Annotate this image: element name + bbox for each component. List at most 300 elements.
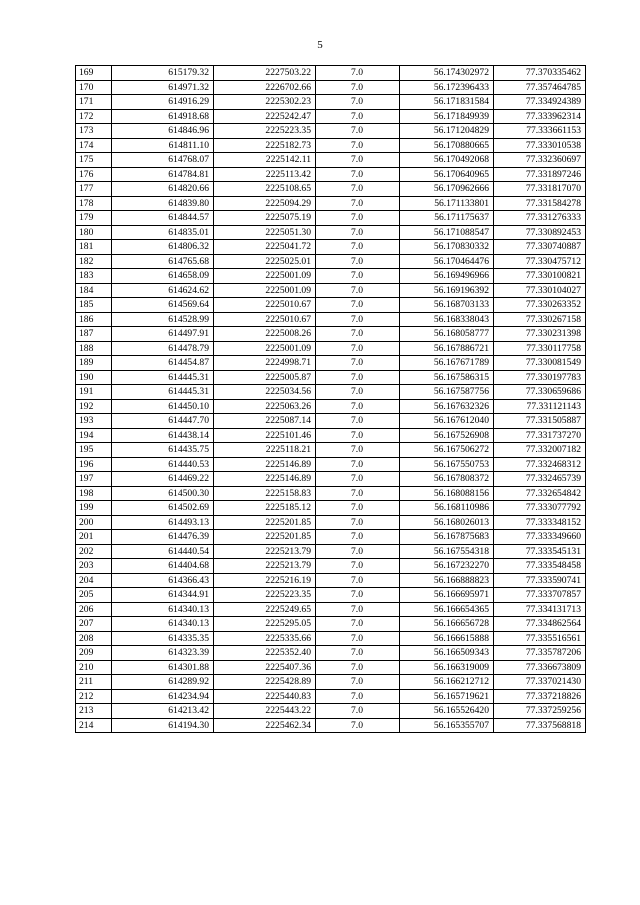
latitude-cell: 56.167612040 — [400, 414, 494, 429]
latitude-cell: 56.168026013 — [400, 515, 494, 530]
latitude-cell: 56.166212712 — [400, 675, 494, 690]
height-cell: 7.0 — [316, 718, 400, 733]
height-cell: 7.0 — [316, 559, 400, 574]
point-number-cell: 182 — [76, 254, 112, 269]
table-row — [76, 211, 586, 226]
x-coordinate-cell: 614839.80 — [112, 196, 214, 211]
x-coordinate-cell: 614502.69 — [112, 501, 214, 516]
height-cell: 7.0 — [316, 486, 400, 501]
point-number-cell: 196 — [76, 457, 112, 472]
table-row — [76, 283, 586, 298]
y-coordinate-cell: 2225428.89 — [214, 675, 316, 690]
point-number-cell: 205 — [76, 588, 112, 603]
point-number-cell: 190 — [76, 370, 112, 385]
point-number-cell: 210 — [76, 660, 112, 675]
coordinates-table — [75, 65, 586, 733]
y-coordinate-cell: 2225087.14 — [214, 414, 316, 429]
x-coordinate-cell: 614497.91 — [112, 327, 214, 342]
point-number-cell: 206 — [76, 602, 112, 617]
latitude-cell: 56.167886721 — [400, 341, 494, 356]
x-coordinate-cell: 614340.13 — [112, 617, 214, 632]
table-row — [76, 399, 586, 414]
y-coordinate-cell: 2225142.11 — [214, 153, 316, 168]
x-coordinate-cell: 614340.13 — [112, 602, 214, 617]
longitude-cell: 77.333661153 — [494, 124, 586, 139]
longitude-cell: 77.332007182 — [494, 443, 586, 458]
height-cell: 7.0 — [316, 269, 400, 284]
point-number-cell: 186 — [76, 312, 112, 327]
y-coordinate-cell: 2225201.85 — [214, 530, 316, 545]
longitude-cell: 77.330475712 — [494, 254, 586, 269]
height-cell: 7.0 — [316, 544, 400, 559]
height-cell: 7.0 — [316, 689, 400, 704]
height-cell: 7.0 — [316, 66, 400, 81]
x-coordinate-cell: 615179.32 — [112, 66, 214, 81]
y-coordinate-cell: 2227503.22 — [214, 66, 316, 81]
point-number-cell: 204 — [76, 573, 112, 588]
latitude-cell: 56.167232270 — [400, 559, 494, 574]
longitude-cell: 77.333548458 — [494, 559, 586, 574]
latitude-cell: 56.174302972 — [400, 66, 494, 81]
point-number-cell: 183 — [76, 269, 112, 284]
y-coordinate-cell: 2225185.12 — [214, 501, 316, 516]
height-cell: 7.0 — [316, 109, 400, 124]
y-coordinate-cell: 2225001.09 — [214, 269, 316, 284]
latitude-cell: 56.167671789 — [400, 356, 494, 371]
height-cell: 7.0 — [316, 196, 400, 211]
point-number-cell: 214 — [76, 718, 112, 733]
y-coordinate-cell: 2225462.34 — [214, 718, 316, 733]
longitude-cell: 77.333707857 — [494, 588, 586, 603]
point-number-cell: 211 — [76, 675, 112, 690]
table-row — [76, 428, 586, 443]
point-number-cell: 175 — [76, 153, 112, 168]
table-row — [76, 457, 586, 472]
x-coordinate-cell: 614835.01 — [112, 225, 214, 240]
longitude-cell: 77.332360697 — [494, 153, 586, 168]
height-cell: 7.0 — [316, 240, 400, 255]
point-number-cell: 171 — [76, 95, 112, 110]
y-coordinate-cell: 2225302.23 — [214, 95, 316, 110]
y-coordinate-cell: 2225001.09 — [214, 283, 316, 298]
x-coordinate-cell: 614323.39 — [112, 646, 214, 661]
longitude-cell: 77.337021430 — [494, 675, 586, 690]
y-coordinate-cell: 2225118.21 — [214, 443, 316, 458]
point-number-cell: 177 — [76, 182, 112, 197]
x-coordinate-cell: 614658.09 — [112, 269, 214, 284]
table-row — [76, 559, 586, 574]
latitude-cell: 56.165719621 — [400, 689, 494, 704]
longitude-cell: 77.337259256 — [494, 704, 586, 719]
latitude-cell: 56.168703133 — [400, 298, 494, 313]
y-coordinate-cell: 2225352.40 — [214, 646, 316, 661]
point-number-cell: 178 — [76, 196, 112, 211]
longitude-cell: 77.330263352 — [494, 298, 586, 313]
table-row — [76, 660, 586, 675]
longitude-cell: 77.331817070 — [494, 182, 586, 197]
x-coordinate-cell: 614971.32 — [112, 80, 214, 95]
height-cell: 7.0 — [316, 370, 400, 385]
latitude-cell: 56.168110986 — [400, 501, 494, 516]
point-number-cell: 193 — [76, 414, 112, 429]
x-coordinate-cell: 614784.81 — [112, 167, 214, 182]
x-coordinate-cell: 614194.30 — [112, 718, 214, 733]
latitude-cell: 56.168088156 — [400, 486, 494, 501]
y-coordinate-cell: 2225182.73 — [214, 138, 316, 153]
height-cell: 7.0 — [316, 356, 400, 371]
longitude-cell: 77.332468312 — [494, 457, 586, 472]
x-coordinate-cell: 614289.92 — [112, 675, 214, 690]
table-row — [76, 80, 586, 95]
x-coordinate-cell: 614445.31 — [112, 370, 214, 385]
table-row — [76, 298, 586, 313]
x-coordinate-cell: 614476.39 — [112, 530, 214, 545]
x-coordinate-cell: 614447.70 — [112, 414, 214, 429]
height-cell: 7.0 — [316, 457, 400, 472]
height-cell: 7.0 — [316, 428, 400, 443]
longitude-cell: 77.333962314 — [494, 109, 586, 124]
table-row — [76, 196, 586, 211]
latitude-cell: 56.170492068 — [400, 153, 494, 168]
table-row — [76, 573, 586, 588]
longitude-cell: 77.337218826 — [494, 689, 586, 704]
latitude-cell: 56.167587756 — [400, 385, 494, 400]
point-number-cell: 199 — [76, 501, 112, 516]
point-number-cell: 180 — [76, 225, 112, 240]
x-coordinate-cell: 614768.07 — [112, 153, 214, 168]
x-coordinate-cell: 614469.22 — [112, 472, 214, 487]
longitude-cell: 77.330117758 — [494, 341, 586, 356]
latitude-cell: 56.166509343 — [400, 646, 494, 661]
height-cell: 7.0 — [316, 211, 400, 226]
latitude-cell: 56.169496966 — [400, 269, 494, 284]
y-coordinate-cell: 2225249.65 — [214, 602, 316, 617]
point-number-cell: 212 — [76, 689, 112, 704]
table-row — [76, 254, 586, 269]
y-coordinate-cell: 2225443.22 — [214, 704, 316, 719]
height-cell: 7.0 — [316, 573, 400, 588]
height-cell: 7.0 — [316, 675, 400, 690]
height-cell: 7.0 — [316, 617, 400, 632]
x-coordinate-cell: 614765.68 — [112, 254, 214, 269]
point-number-cell: 194 — [76, 428, 112, 443]
y-coordinate-cell: 2225051.30 — [214, 225, 316, 240]
latitude-cell: 56.171133801 — [400, 196, 494, 211]
longitude-cell: 77.332654842 — [494, 486, 586, 501]
latitude-cell: 56.169196392 — [400, 283, 494, 298]
point-number-cell: 174 — [76, 138, 112, 153]
point-number-cell: 213 — [76, 704, 112, 719]
x-coordinate-cell: 614404.68 — [112, 559, 214, 574]
latitude-cell: 56.167526908 — [400, 428, 494, 443]
height-cell: 7.0 — [316, 182, 400, 197]
y-coordinate-cell: 2225213.79 — [214, 544, 316, 559]
latitude-cell: 56.167632326 — [400, 399, 494, 414]
x-coordinate-cell: 614820.66 — [112, 182, 214, 197]
table-row — [76, 646, 586, 661]
latitude-cell: 56.167808372 — [400, 472, 494, 487]
table-row — [76, 486, 586, 501]
latitude-cell: 56.168338043 — [400, 312, 494, 327]
latitude-cell: 56.170880665 — [400, 138, 494, 153]
point-number-cell: 172 — [76, 109, 112, 124]
longitude-cell: 77.334862564 — [494, 617, 586, 632]
longitude-cell: 77.333545131 — [494, 544, 586, 559]
latitude-cell: 56.167506272 — [400, 443, 494, 458]
point-number-cell: 197 — [76, 472, 112, 487]
longitude-cell: 77.337568818 — [494, 718, 586, 733]
latitude-cell: 56.170962666 — [400, 182, 494, 197]
longitude-cell: 77.333590741 — [494, 573, 586, 588]
height-cell: 7.0 — [316, 298, 400, 313]
point-number-cell: 188 — [76, 341, 112, 356]
table-row — [76, 167, 586, 182]
table-row — [76, 414, 586, 429]
point-number-cell: 169 — [76, 66, 112, 81]
table-row — [76, 240, 586, 255]
longitude-cell: 77.333349660 — [494, 530, 586, 545]
table-row — [76, 718, 586, 733]
table-row — [76, 370, 586, 385]
y-coordinate-cell: 2225440.83 — [214, 689, 316, 704]
table-row — [76, 501, 586, 516]
height-cell: 7.0 — [316, 312, 400, 327]
latitude-cell: 56.166319009 — [400, 660, 494, 675]
point-number-cell: 187 — [76, 327, 112, 342]
x-coordinate-cell: 614450.10 — [112, 399, 214, 414]
x-coordinate-cell: 614301.88 — [112, 660, 214, 675]
x-coordinate-cell: 614454.87 — [112, 356, 214, 371]
latitude-cell: 56.170640965 — [400, 167, 494, 182]
y-coordinate-cell: 2225213.79 — [214, 559, 316, 574]
height-cell: 7.0 — [316, 399, 400, 414]
y-coordinate-cell: 2226702.66 — [214, 80, 316, 95]
page-number: 5 — [317, 39, 323, 51]
longitude-cell: 77.330231398 — [494, 327, 586, 342]
y-coordinate-cell: 2225295.05 — [214, 617, 316, 632]
longitude-cell: 77.336673809 — [494, 660, 586, 675]
point-number-cell: 195 — [76, 443, 112, 458]
y-coordinate-cell: 2225223.35 — [214, 124, 316, 139]
y-coordinate-cell: 2225094.29 — [214, 196, 316, 211]
table-row — [76, 544, 586, 559]
longitude-cell: 77.331505887 — [494, 414, 586, 429]
table-row — [76, 617, 586, 632]
y-coordinate-cell: 2225063.26 — [214, 399, 316, 414]
point-number-cell: 184 — [76, 283, 112, 298]
table-row — [76, 225, 586, 240]
latitude-cell: 56.168058777 — [400, 327, 494, 342]
latitude-cell: 56.170830332 — [400, 240, 494, 255]
longitude-cell: 77.331584278 — [494, 196, 586, 211]
y-coordinate-cell: 2225201.85 — [214, 515, 316, 530]
x-coordinate-cell: 614500.30 — [112, 486, 214, 501]
table-row — [76, 138, 586, 153]
table-row — [76, 385, 586, 400]
point-number-cell: 209 — [76, 646, 112, 661]
longitude-cell: 77.330659686 — [494, 385, 586, 400]
latitude-cell: 56.171175637 — [400, 211, 494, 226]
longitude-cell: 77.330197783 — [494, 370, 586, 385]
height-cell: 7.0 — [316, 646, 400, 661]
latitude-cell: 56.166695971 — [400, 588, 494, 603]
height-cell: 7.0 — [316, 138, 400, 153]
latitude-cell: 56.171204829 — [400, 124, 494, 139]
table-row — [76, 341, 586, 356]
height-cell: 7.0 — [316, 443, 400, 458]
x-coordinate-cell: 614624.62 — [112, 283, 214, 298]
latitude-cell: 56.167586315 — [400, 370, 494, 385]
x-coordinate-cell: 614440.53 — [112, 457, 214, 472]
x-coordinate-cell: 614335.35 — [112, 631, 214, 646]
height-cell: 7.0 — [316, 283, 400, 298]
x-coordinate-cell: 614440.54 — [112, 544, 214, 559]
height-cell: 7.0 — [316, 124, 400, 139]
coordinates-table-body — [76, 66, 586, 733]
longitude-cell: 77.330100821 — [494, 269, 586, 284]
y-coordinate-cell: 2225034.56 — [214, 385, 316, 400]
y-coordinate-cell: 2225158.83 — [214, 486, 316, 501]
table-row — [76, 312, 586, 327]
height-cell: 7.0 — [316, 602, 400, 617]
height-cell: 7.0 — [316, 515, 400, 530]
table-row — [76, 472, 586, 487]
table-row — [76, 327, 586, 342]
point-number-cell: 198 — [76, 486, 112, 501]
height-cell: 7.0 — [316, 80, 400, 95]
y-coordinate-cell: 2225010.67 — [214, 298, 316, 313]
x-coordinate-cell: 614213.42 — [112, 704, 214, 719]
x-coordinate-cell: 614493.13 — [112, 515, 214, 530]
table-row — [76, 704, 586, 719]
longitude-cell: 77.333077792 — [494, 501, 586, 516]
point-number-cell: 203 — [76, 559, 112, 574]
longitude-cell: 77.335787206 — [494, 646, 586, 661]
height-cell: 7.0 — [316, 153, 400, 168]
table-row — [76, 675, 586, 690]
height-cell: 7.0 — [316, 588, 400, 603]
height-cell: 7.0 — [316, 704, 400, 719]
point-number-cell: 191 — [76, 385, 112, 400]
table-row — [76, 530, 586, 545]
table-row — [76, 588, 586, 603]
point-number-cell: 176 — [76, 167, 112, 182]
height-cell: 7.0 — [316, 385, 400, 400]
latitude-cell: 56.171088547 — [400, 225, 494, 240]
x-coordinate-cell: 614916.29 — [112, 95, 214, 110]
longitude-cell: 77.335516561 — [494, 631, 586, 646]
point-number-cell: 192 — [76, 399, 112, 414]
y-coordinate-cell: 2224998.71 — [214, 356, 316, 371]
latitude-cell: 56.170464476 — [400, 254, 494, 269]
x-coordinate-cell: 614366.43 — [112, 573, 214, 588]
point-number-cell: 170 — [76, 80, 112, 95]
point-number-cell: 189 — [76, 356, 112, 371]
x-coordinate-cell: 614811.10 — [112, 138, 214, 153]
longitude-cell: 77.330892453 — [494, 225, 586, 240]
longitude-cell: 77.333010538 — [494, 138, 586, 153]
latitude-cell: 56.171849939 — [400, 109, 494, 124]
table-row — [76, 182, 586, 197]
latitude-cell: 56.166654365 — [400, 602, 494, 617]
height-cell: 7.0 — [316, 341, 400, 356]
table-row — [76, 269, 586, 284]
y-coordinate-cell: 2225113.42 — [214, 167, 316, 182]
latitude-cell: 56.167875683 — [400, 530, 494, 545]
longitude-cell: 77.331276333 — [494, 211, 586, 226]
longitude-cell: 77.331737270 — [494, 428, 586, 443]
y-coordinate-cell: 2225216.19 — [214, 573, 316, 588]
table-row — [76, 631, 586, 646]
y-coordinate-cell: 2225075.19 — [214, 211, 316, 226]
y-coordinate-cell: 2225108.65 — [214, 182, 316, 197]
y-coordinate-cell: 2225010.67 — [214, 312, 316, 327]
y-coordinate-cell: 2225223.35 — [214, 588, 316, 603]
height-cell: 7.0 — [316, 225, 400, 240]
longitude-cell: 77.331897246 — [494, 167, 586, 182]
latitude-cell: 56.167554318 — [400, 544, 494, 559]
x-coordinate-cell: 614528.99 — [112, 312, 214, 327]
x-coordinate-cell: 614438.14 — [112, 428, 214, 443]
x-coordinate-cell: 614234.94 — [112, 689, 214, 704]
y-coordinate-cell: 2225041.72 — [214, 240, 316, 255]
longitude-cell: 77.330740887 — [494, 240, 586, 255]
x-coordinate-cell: 614344.91 — [112, 588, 214, 603]
height-cell: 7.0 — [316, 501, 400, 516]
longitude-cell: 77.330267158 — [494, 312, 586, 327]
table-row — [76, 515, 586, 530]
point-number-cell: 202 — [76, 544, 112, 559]
latitude-cell: 56.166615888 — [400, 631, 494, 646]
height-cell: 7.0 — [316, 631, 400, 646]
x-coordinate-cell: 614918.68 — [112, 109, 214, 124]
x-coordinate-cell: 614445.31 — [112, 385, 214, 400]
longitude-cell: 77.370335462 — [494, 66, 586, 81]
table-row — [76, 109, 586, 124]
x-coordinate-cell: 614569.64 — [112, 298, 214, 313]
point-number-cell: 181 — [76, 240, 112, 255]
latitude-cell: 56.171831584 — [400, 95, 494, 110]
y-coordinate-cell: 2225146.89 — [214, 457, 316, 472]
height-cell: 7.0 — [316, 660, 400, 675]
longitude-cell: 77.330104027 — [494, 283, 586, 298]
longitude-cell: 77.334131713 — [494, 602, 586, 617]
x-coordinate-cell: 614435.75 — [112, 443, 214, 458]
table-row — [76, 95, 586, 110]
longitude-cell: 77.332465739 — [494, 472, 586, 487]
longitude-cell: 77.331121143 — [494, 399, 586, 414]
latitude-cell: 56.166656728 — [400, 617, 494, 632]
y-coordinate-cell: 2225101.46 — [214, 428, 316, 443]
y-coordinate-cell: 2225008.26 — [214, 327, 316, 342]
y-coordinate-cell: 2225001.09 — [214, 341, 316, 356]
longitude-cell: 77.357464785 — [494, 80, 586, 95]
point-number-cell: 208 — [76, 631, 112, 646]
latitude-cell: 56.172396433 — [400, 80, 494, 95]
latitude-cell: 56.165355707 — [400, 718, 494, 733]
table-row — [76, 602, 586, 617]
y-coordinate-cell: 2225025.01 — [214, 254, 316, 269]
point-number-cell: 185 — [76, 298, 112, 313]
y-coordinate-cell: 2225005.87 — [214, 370, 316, 385]
latitude-cell: 56.165526420 — [400, 704, 494, 719]
x-coordinate-cell: 614806.32 — [112, 240, 214, 255]
point-number-cell: 200 — [76, 515, 112, 530]
longitude-cell: 77.333348152 — [494, 515, 586, 530]
table-row — [76, 356, 586, 371]
height-cell: 7.0 — [316, 414, 400, 429]
point-number-cell: 201 — [76, 530, 112, 545]
